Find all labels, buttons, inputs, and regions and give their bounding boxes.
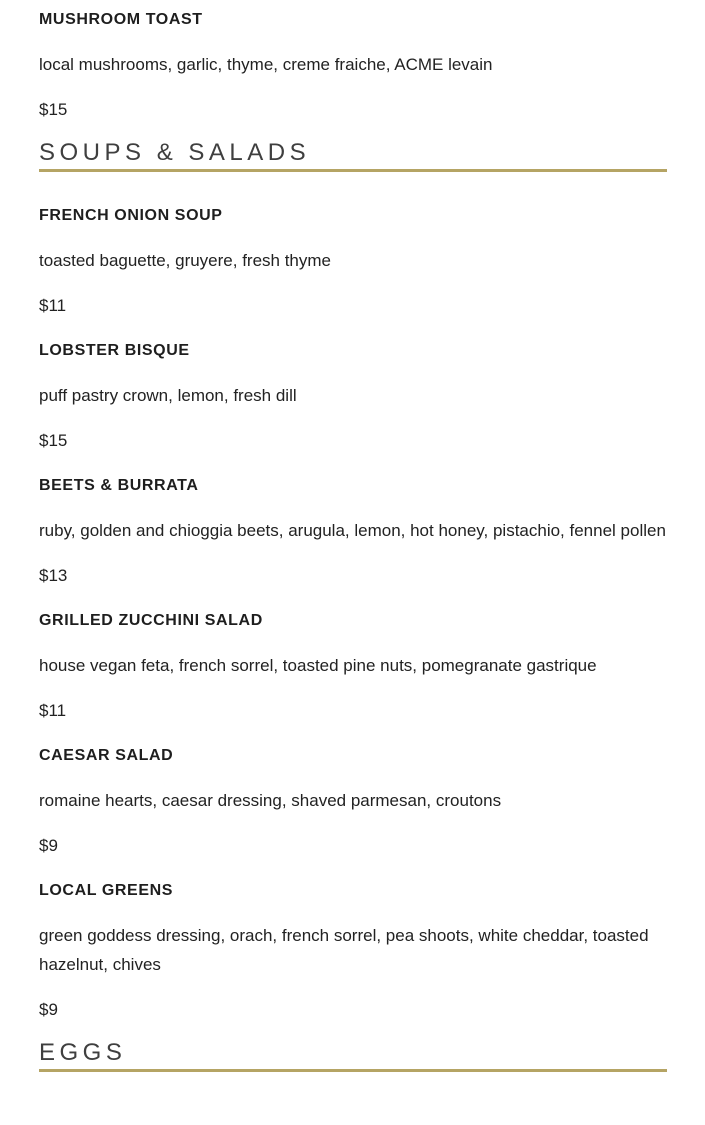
menu-item-name: GRILLED ZUCCHINI SALAD [39,612,263,629]
menu-item-name: CAESAR SALAD [39,747,174,764]
menu-item-french-onion-soup [39,201,667,320]
menu-item-lobster-bisque [39,336,667,455]
menu-item-grilled-zucchini-salad [39,606,667,725]
menu-item-price: $11 [39,701,67,720]
menu-item-beets-and-burrata [39,471,667,590]
menu-item-price: $11 [39,296,67,315]
menu-item-mushroom-toast [39,5,667,124]
menu-item-description: green goddess dressing, orach, french sorrel, pea shoots, white cheddar, toasted hazelnut, chives [39,926,649,974]
section-title-soups-and-salads: SOUPS & SALADS [39,140,667,172]
menu-item-name: FRENCH ONION SOUP [39,207,223,224]
menu-item-description: romaine hearts, caesar dressing, shaved parmesan, croutons [39,791,502,810]
menu-item-description: local mushrooms, garlic, thyme, creme fraiche, ACME levain [39,55,493,74]
menu-item-caesar-salad [39,741,667,860]
menu-item-price: $15 [39,100,68,119]
menu-item-name: MUSHROOM TOAST [39,11,203,28]
menu-item-description: ruby, golden and chioggia beets, arugula, lemon, hot honey, pistachio, fennel pollen [39,521,666,540]
menu-item-price: $15 [39,431,68,450]
menu-item-price: $9 [39,836,58,855]
menu-item-description: puff pastry crown, lemon, fresh dill [39,386,297,405]
menu-item-name: LOBSTER BISQUE [39,342,190,359]
section-title-eggs: EGGS [39,1040,667,1072]
menu-item-local-greens [39,876,667,1024]
menu-item-name: LOCAL GREENS [39,882,174,899]
menu-item-price: $9 [39,1000,58,1019]
menu-item-description: house vegan feta, french sorrel, toasted pine nuts, pomegranate gastrique [39,656,597,675]
menu-item-description: toasted baguette, gruyere, fresh thyme [39,251,332,270]
menu-item-name: BEETS & BURRATA [39,477,199,494]
menu-item-price: $13 [39,566,68,585]
